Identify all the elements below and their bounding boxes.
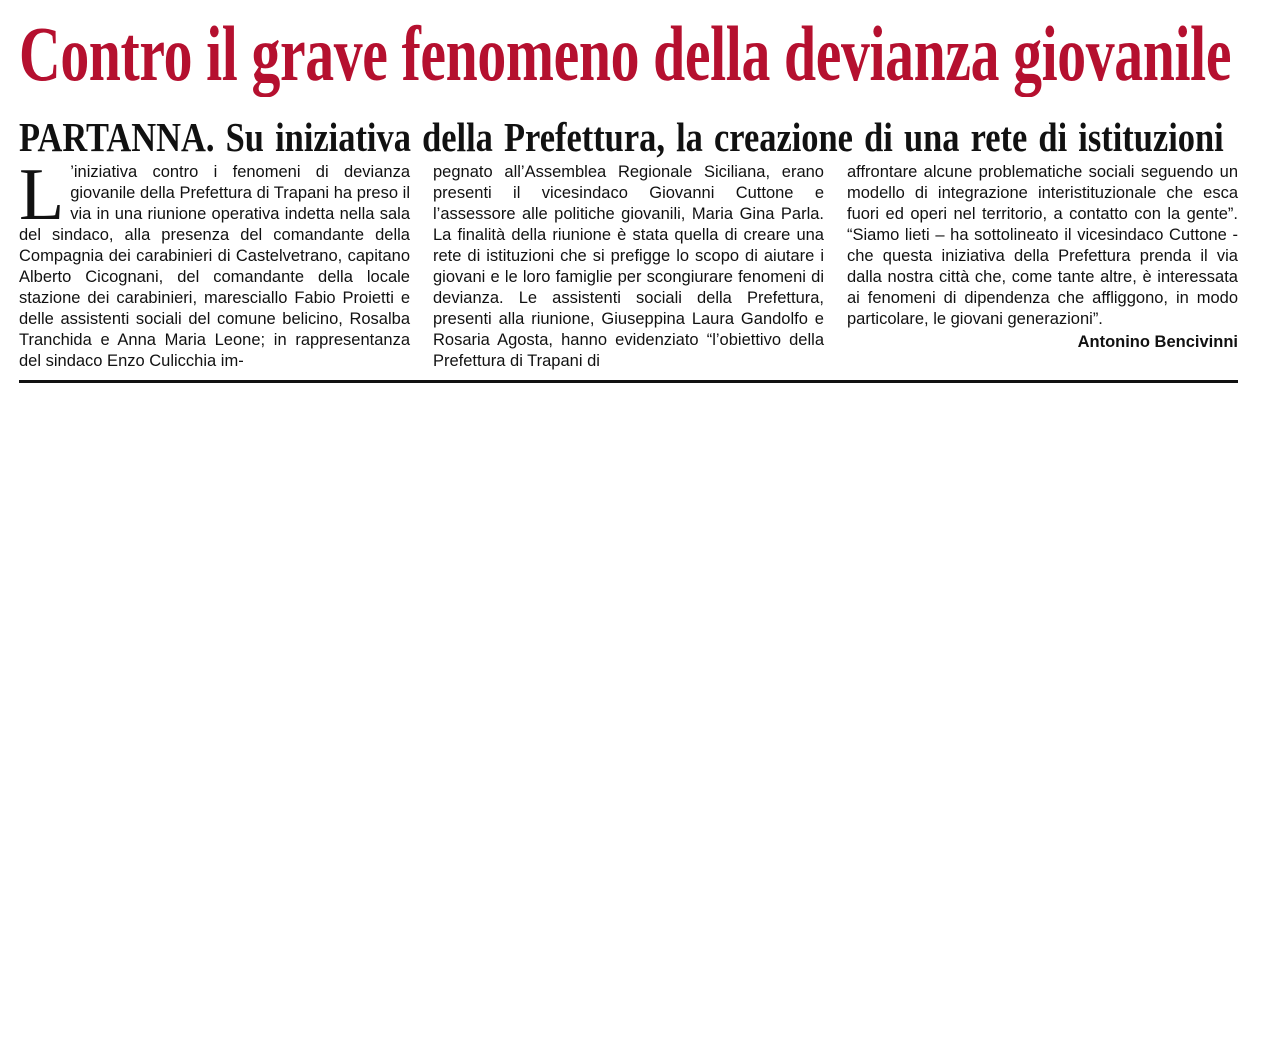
drop-cap: L (19, 154, 65, 236)
column-1 (19, 154, 410, 372)
headline: Contro il grave fenomeno della devianza giovanile (19, 10, 1232, 97)
column-1-text: ’iniziativa contro i fenomeni di devianza giovanile della Prefettura di Trapani ha preso il via in una riunione operativa indetta nella sala del sindaco, alla presenza del comandante della Compagnia dei carabinieri di Castelvetrano, capitano Alberto Cicognani, del comandante della locale stazione dei carabinieri, maresciallo Fabio Proietti e delle assistenti sociali del comune belicino, Rosalba Tranchida e Anna Maria Leone; in rappresentanza del sindaco Enzo Culicchia im- (19, 163, 410, 370)
bottom-rule (19, 380, 1238, 383)
column-3 (847, 162, 1238, 372)
article-columns (19, 154, 1238, 372)
byline: Antonino Bencivinni (1077, 333, 1238, 351)
column-2 (433, 162, 824, 372)
column-3-text: affrontare alcune problematiche sociali seguendo un modello di integrazione interistituzionale che esca fuori ed operi nel territorio, a contatto con la gente”. “Siamo lieti – ha sottolineato il vicesindaco Cuttone - che questa iniziativa della Prefettura prenda il via dalla nostra città che, come tante altre, è interessata ai fenomeni di dipendenza che affliggono, in modo particolare, le giovani generazioni”. (847, 163, 1238, 328)
article (19, 12, 1238, 383)
column-2-text: pegnato all’Assemblea Regionale Siciliana, erano presenti il vicesindaco Giovanni Cuttone e l’assessore alle politiche giovanili, Maria Gina Parla. La finalità della riunione è stata quella di creare una rete di istituzioni che si prefigge lo scopo di aiutare i giovani e le loro famiglie per scongiurare fenomeni di devianza. Le assistenti sociali della Prefettura, presenti alla riunione, Giuseppina Laura Gandolfo e Rosaria Agosta, hanno evidenziato “l’obiettivo della Prefettura di Trapani di (433, 163, 824, 370)
subheadline: PARTANNA. Su iniziativa della Prefettura, la creazione di una rete di istituzioni (19, 114, 1224, 160)
